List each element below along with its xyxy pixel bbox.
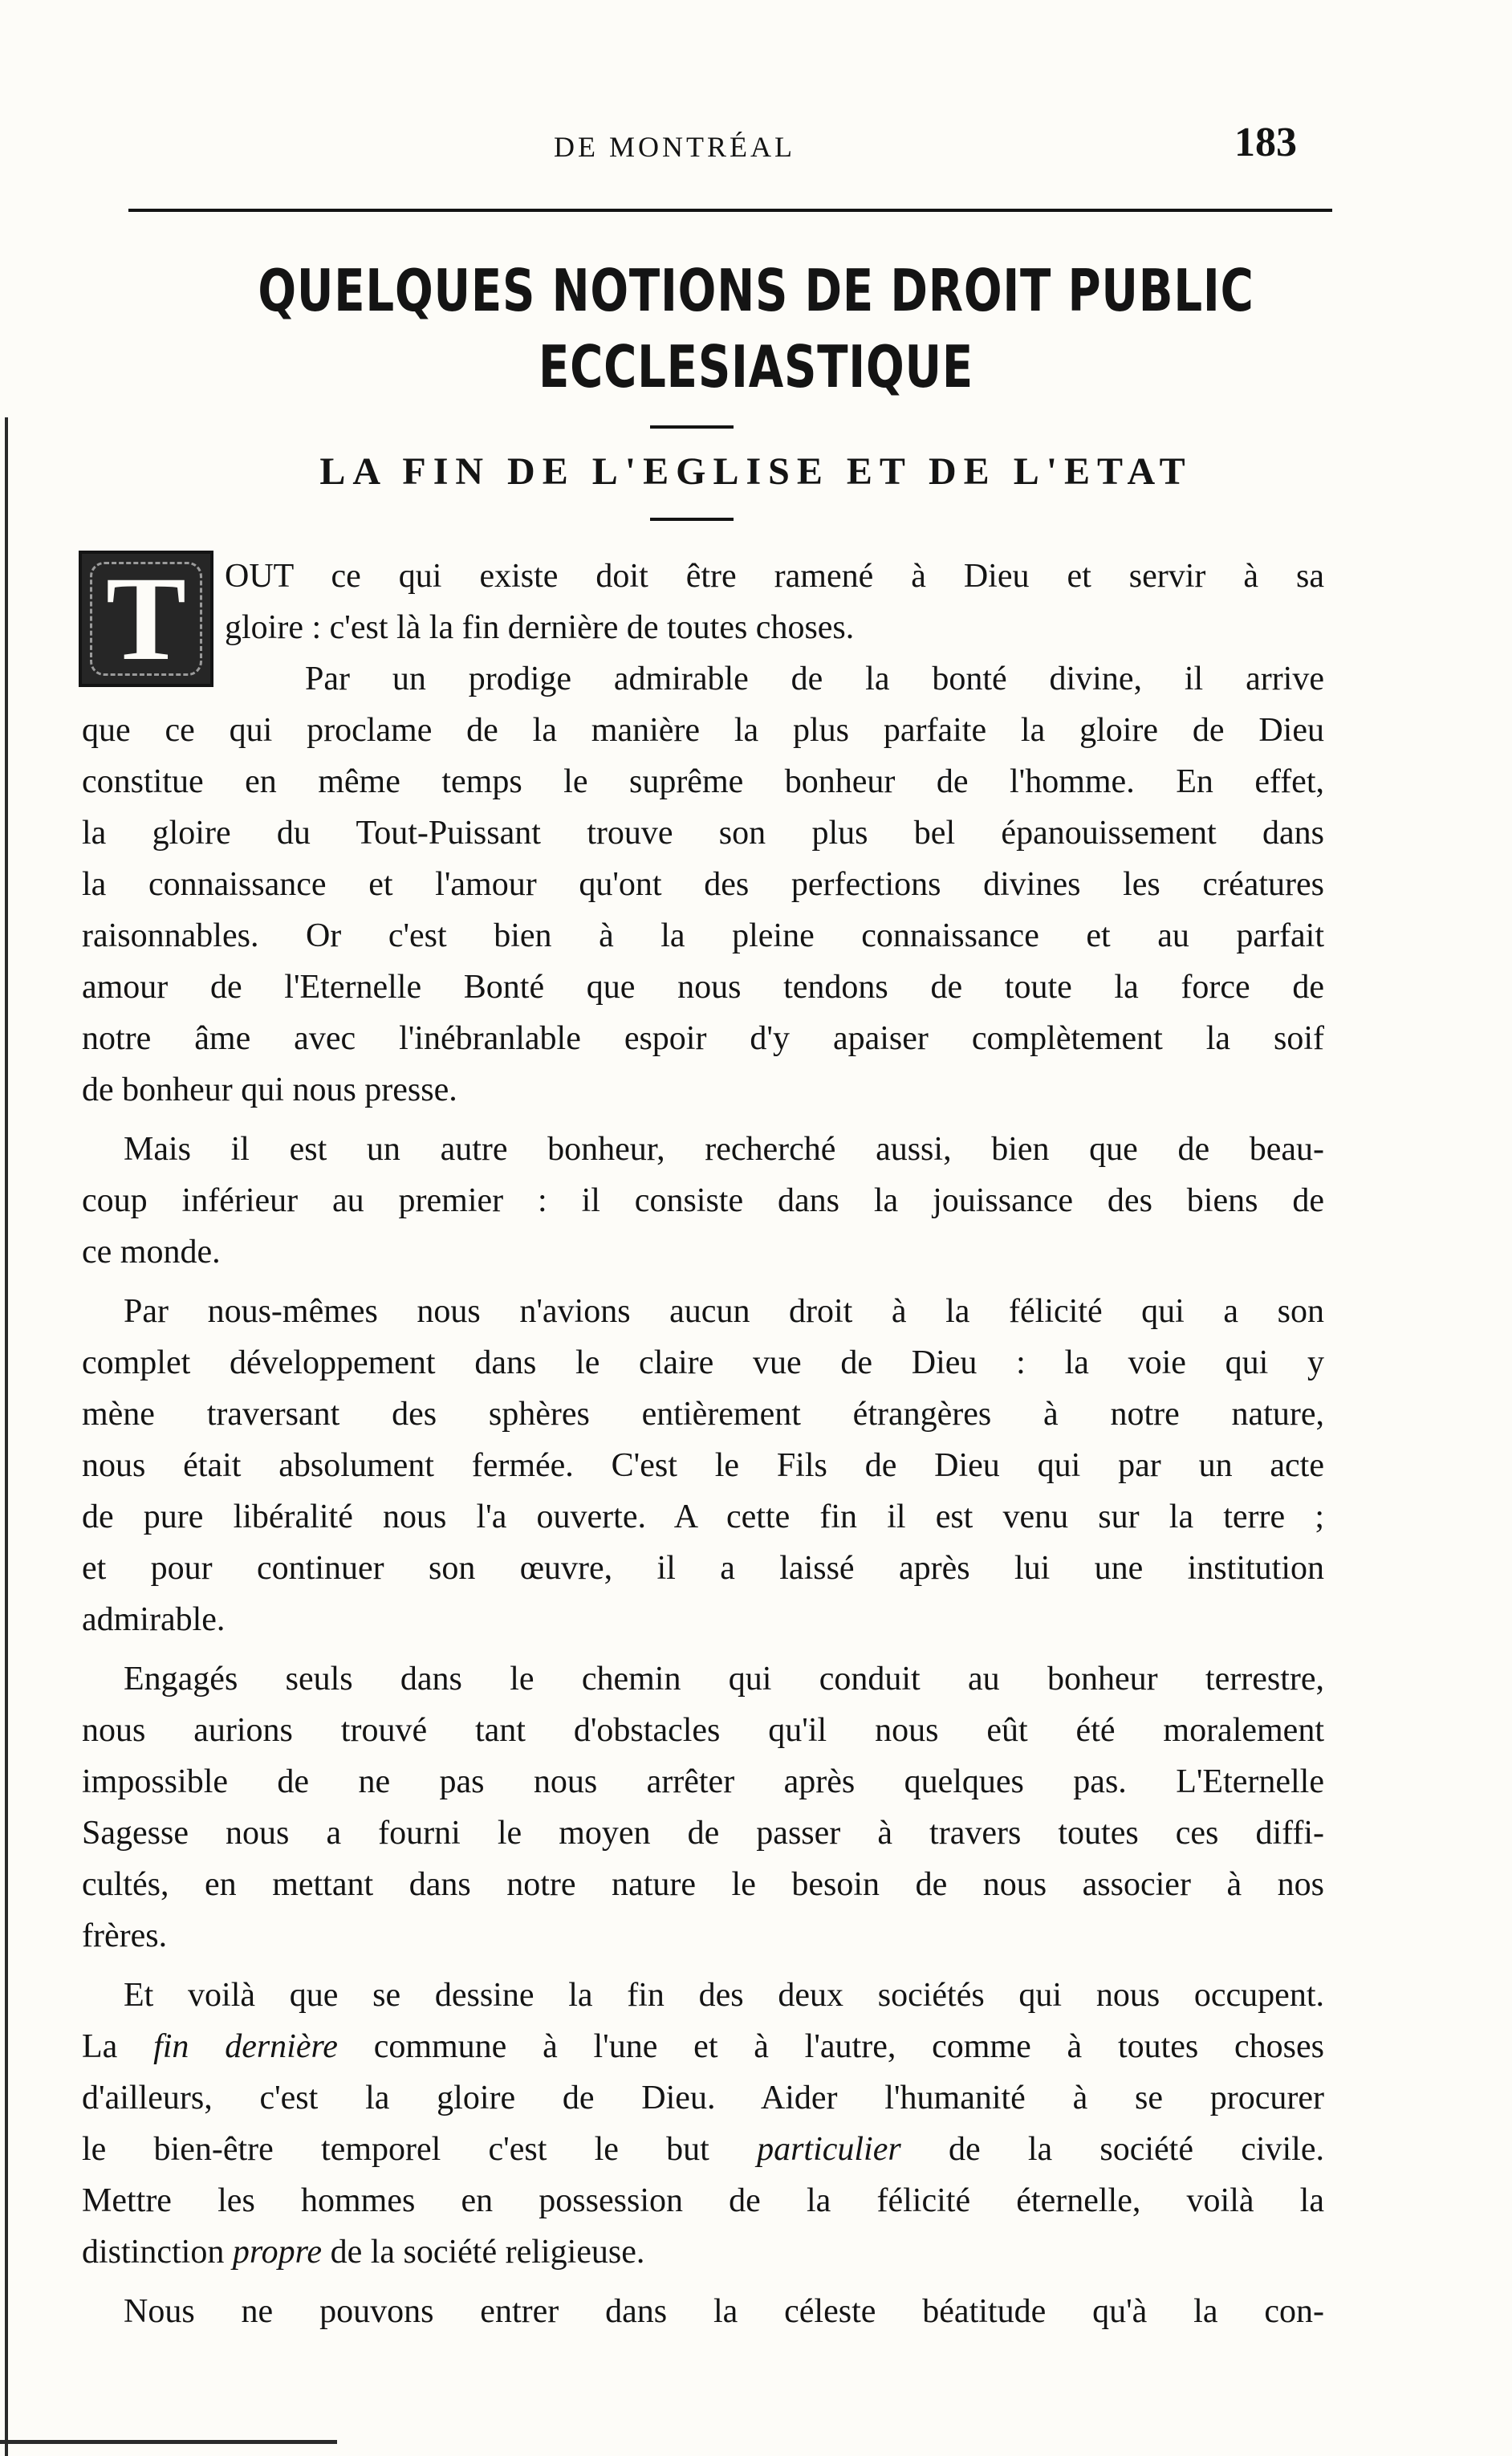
section-heading: LA FIN DE L'EGLISE ET DE L'ETAT: [319, 450, 1193, 493]
text-line: gloire : c'est là la fin dernière de toutes choses.: [225, 609, 855, 646]
text-line: Mettre les hommes en possession de la félicité éternelle, voilà la: [82, 2182, 1324, 2219]
text-line: Et voilà que se dessine la fin des deux sociétés qui nous occupent.: [124, 1977, 1324, 2014]
italic-phrase: particulier: [757, 2131, 901, 2168]
italic-phrase: propre: [232, 2234, 323, 2271]
running-head: DE MONTRÉAL: [554, 131, 795, 163]
header-rule: [128, 209, 1332, 212]
text-line: cultés, en mettant dans notre nature le besoin de nous associer à nos: [82, 1866, 1324, 1903]
text-line: et pour continuer son œuvre, il a laissé après lui une institution: [82, 1550, 1324, 1587]
text-line: la gloire du Tout-Puissant trouve son plus bel épanouissement dans: [82, 815, 1324, 852]
text-fragment: La: [82, 2028, 118, 2065]
text-line: admirable.: [82, 1601, 226, 1638]
text-fragment: de la société religieuse.: [330, 2234, 645, 2271]
text-line: [82, 2021, 1324, 2072]
text-line: nous était absolument fermée. C'est le Fils de Dieu qui par un acte: [82, 1447, 1324, 1484]
section-divider: [650, 518, 734, 521]
text-line: de bonheur qui nous presse.: [82, 1071, 457, 1108]
text-line: impossible de ne pas nous arrêter après quelques pas. L'Eternelle: [82, 1763, 1324, 1800]
text-line: constitue en même temps le suprême bonheur de l'homme. En effet,: [82, 763, 1324, 800]
text-fragment: distinction: [82, 2234, 225, 2271]
text-line: d'ailleurs, c'est la gloire de Dieu. Aider l'humanité à se procurer: [82, 2080, 1324, 2116]
text-line: [82, 2226, 1324, 2278]
text-line: coup inférieur au premier : il consiste dans la jouissance des biens de: [82, 1182, 1324, 1219]
text-line: frères.: [82, 1917, 168, 1954]
text-line: Sagesse nous a fourni le moyen de passer à travers toutes ces diffi-: [82, 1815, 1324, 1852]
scan-edge: [5, 417, 8, 2456]
scan-bottom-edge: [0, 2440, 337, 2444]
drop-cap-initial: [79, 551, 213, 687]
text-line: que ce qui proclame de la manière la plus parfaite la gloire de Dieu: [82, 712, 1324, 749]
italic-phrase: fin dernière: [153, 2028, 338, 2065]
text-line: [82, 2124, 1324, 2175]
text-line: notre âme avec l'inébranlable espoir d'y apaiser complètement la soif: [82, 1020, 1324, 1057]
text-fragment: le bien-être temporel c'est le but: [82, 2131, 709, 2168]
text-line: complet développement dans le claire vue de Dieu : la voie qui y: [82, 1344, 1324, 1381]
text-fragment: de la société civile.: [948, 2131, 1324, 2168]
title-line-2: ECCLESIASTIQUE: [538, 333, 974, 401]
text-line: de pure libéralité nous l'a ouverte. A cette fin il est venu sur la terre ;: [82, 1498, 1324, 1535]
text-line: Engagés seuls dans le chemin qui conduit au bonheur terrestre,: [124, 1661, 1324, 1698]
text-line: Nous ne pouvons entrer dans la céleste béatitude qu'à la con-: [124, 2293, 1324, 2330]
text-line: raisonnables. Or c'est bien à la pleine connaissance et au parfait: [82, 917, 1324, 954]
text-line: mène traversant des sphères entièrement étrangères à notre nature,: [82, 1396, 1324, 1433]
text-line: Mais il est un autre bonheur, recherché aussi, bien que de beau-: [124, 1131, 1324, 1168]
text-line: Par un prodige admirable de la bonté divine, il arrive: [305, 661, 1324, 697]
text-line: amour de l'Eternelle Bonté que nous tendons de toute la force de: [82, 969, 1324, 1006]
title-line-1: QUELQUES NOTIONS DE DROIT PUBLIC: [258, 257, 1254, 324]
text-line: nous aurions trouvé tant d'obstacles qu'il nous eût été moralement: [82, 1712, 1324, 1749]
text-line: Par nous-mêmes nous n'avions aucun droit à la félicité qui a son: [124, 1293, 1324, 1330]
title-divider: [650, 425, 734, 429]
text-line: OUT ce qui existe doit être ramené à Dieu et servir à sa: [225, 558, 1324, 595]
page-number: 183: [1234, 120, 1297, 165]
drop-cap-letter: T: [105, 552, 187, 685]
text-line: la connaissance et l'amour qu'ont des perfections divines les créatures: [82, 866, 1324, 903]
text-line: ce monde.: [82, 1234, 221, 1271]
text-fragment: commune à l'une et à l'autre, comme à toutes choses: [373, 2028, 1324, 2065]
